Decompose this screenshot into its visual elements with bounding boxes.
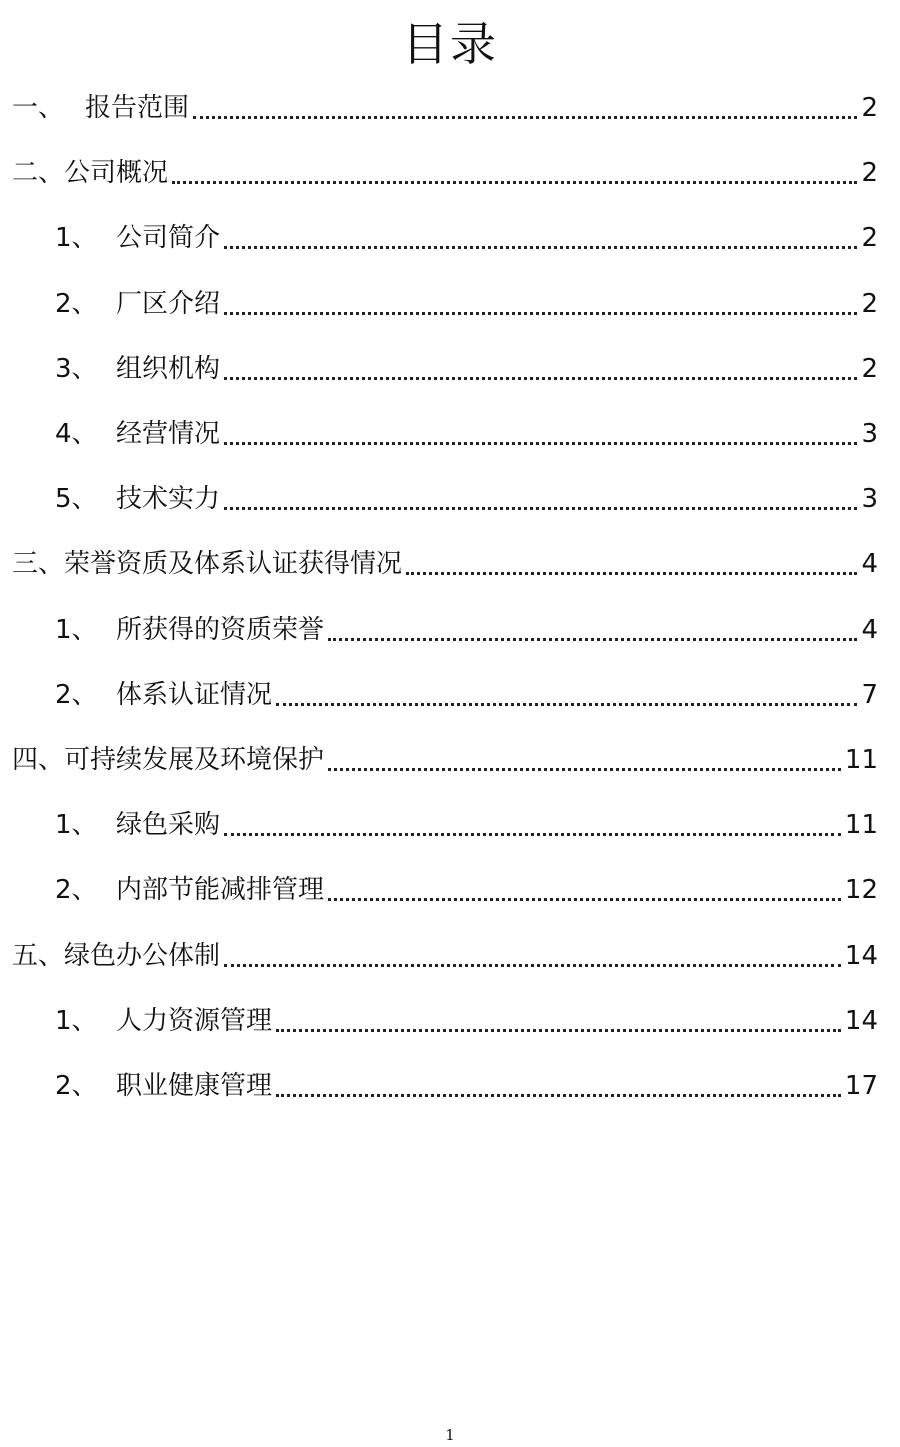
toc-entry-page: 14: [844, 1005, 878, 1036]
toc-entry-page: 4: [861, 614, 878, 645]
toc-entry-page: 14: [844, 940, 878, 971]
toc-entry[interactable]: [12, 936, 878, 976]
toc-entry-page: 7: [861, 679, 878, 710]
toc-entry[interactable]: [55, 479, 878, 519]
toc-entry-page: 2: [861, 223, 878, 254]
toc-entry-number: 1、: [55, 223, 98, 254]
toc-entry[interactable]: [55, 1066, 878, 1106]
toc-entry-title: 绿色办公体制: [64, 940, 221, 971]
page-number: 1: [445, 1426, 455, 1444]
toc-entry-title: 绿色采购: [116, 810, 221, 841]
toc-entry-number: 2、: [55, 288, 98, 319]
toc-entry-title: 职业健康管理: [116, 1071, 273, 1101]
toc-entry-page: 3: [861, 484, 878, 515]
toc-entry-title: 组织机构: [116, 353, 221, 384]
toc-dot-leader: [224, 506, 857, 510]
toc-entry-title: 荣誉资质及体系认证获得情况: [64, 549, 403, 580]
toc-entry[interactable]: [55, 1001, 878, 1041]
toc-dot-leader: [406, 571, 857, 575]
toc-entry-page: 12: [844, 875, 878, 906]
toc-entry[interactable]: [55, 349, 878, 389]
toc-entry-number: 二、: [12, 158, 65, 189]
toc-entry-number: 2、: [55, 1071, 98, 1101]
toc-entry-page: 4: [861, 549, 878, 580]
toc-entry-title: 内部节能减排管理: [116, 875, 325, 906]
toc-dot-leader: [224, 963, 841, 967]
toc-dot-leader: [224, 376, 857, 380]
toc-title: 目录: [402, 17, 498, 71]
toc-entry-number: 一、: [12, 93, 65, 123]
toc-entry-title: 人力资源管理: [116, 1005, 273, 1036]
toc-entry-title: 可持续发展及环境保护: [64, 745, 325, 775]
toc-dot-leader: [193, 115, 857, 119]
toc-entry[interactable]: [55, 610, 878, 650]
toc-entry[interactable]: [55, 870, 878, 910]
toc-entry-number: 五、: [12, 940, 65, 971]
toc-entry-title: 技术实力: [116, 484, 221, 515]
toc-entry-number: 4、: [55, 419, 98, 449]
toc-entry-number: 5、: [55, 484, 98, 515]
toc-entry[interactable]: [55, 284, 878, 324]
toc-entry-title: 体系认证情况: [116, 679, 273, 710]
toc-entry-number: 1、: [55, 1005, 98, 1036]
toc-entry-page: 11: [844, 745, 878, 775]
toc-entry[interactable]: [55, 218, 878, 258]
toc-entry-number: 2、: [55, 875, 98, 906]
toc-entry-page: 2: [861, 158, 878, 189]
toc-entry-title: 所获得的资质荣誉: [116, 614, 325, 645]
toc-entry[interactable]: [55, 414, 878, 454]
toc-entry-page: 2: [861, 288, 878, 319]
toc-dot-leader: [276, 1028, 841, 1032]
toc-dot-leader: [224, 245, 857, 249]
toc-entry-number: 3、: [55, 353, 98, 384]
toc-dot-leader: [276, 702, 857, 706]
toc-entry-page: 11: [844, 810, 878, 841]
toc-dot-leader: [172, 180, 857, 184]
toc-entry-page: 3: [861, 419, 878, 449]
toc-entry[interactable]: [12, 153, 878, 193]
toc-entry-number: 1、: [55, 810, 98, 841]
toc-entry-number: 四、: [12, 745, 65, 775]
toc-entry[interactable]: [12, 88, 878, 128]
toc-entry-number: 2、: [55, 679, 98, 710]
toc-entry-number: 三、: [12, 549, 65, 580]
toc-entry-number: 1、: [55, 614, 98, 645]
toc-entry-page: 2: [861, 93, 878, 123]
toc-entry[interactable]: [12, 740, 878, 780]
toc-dot-leader: [328, 897, 841, 901]
toc-entry-title: 经营情况: [116, 419, 221, 449]
toc-dot-leader: [224, 832, 841, 836]
toc-entry-title: 公司简介: [116, 223, 221, 254]
toc-dot-leader: [328, 767, 841, 771]
toc-entry-title: 公司概况: [64, 158, 169, 189]
toc-dot-leader: [276, 1093, 841, 1097]
toc-entry-title: 厂区介绍: [116, 288, 221, 319]
toc-entry[interactable]: [12, 544, 878, 584]
toc-entry[interactable]: [55, 675, 878, 715]
toc-entry-title: 报告范围: [85, 93, 190, 123]
toc-dot-leader: [328, 637, 857, 641]
toc-dot-leader: [224, 311, 857, 315]
toc-entry[interactable]: [55, 805, 878, 845]
toc-entry-page: 17: [844, 1071, 878, 1101]
toc-entry-page: 2: [861, 353, 878, 384]
toc-dot-leader: [224, 441, 857, 445]
